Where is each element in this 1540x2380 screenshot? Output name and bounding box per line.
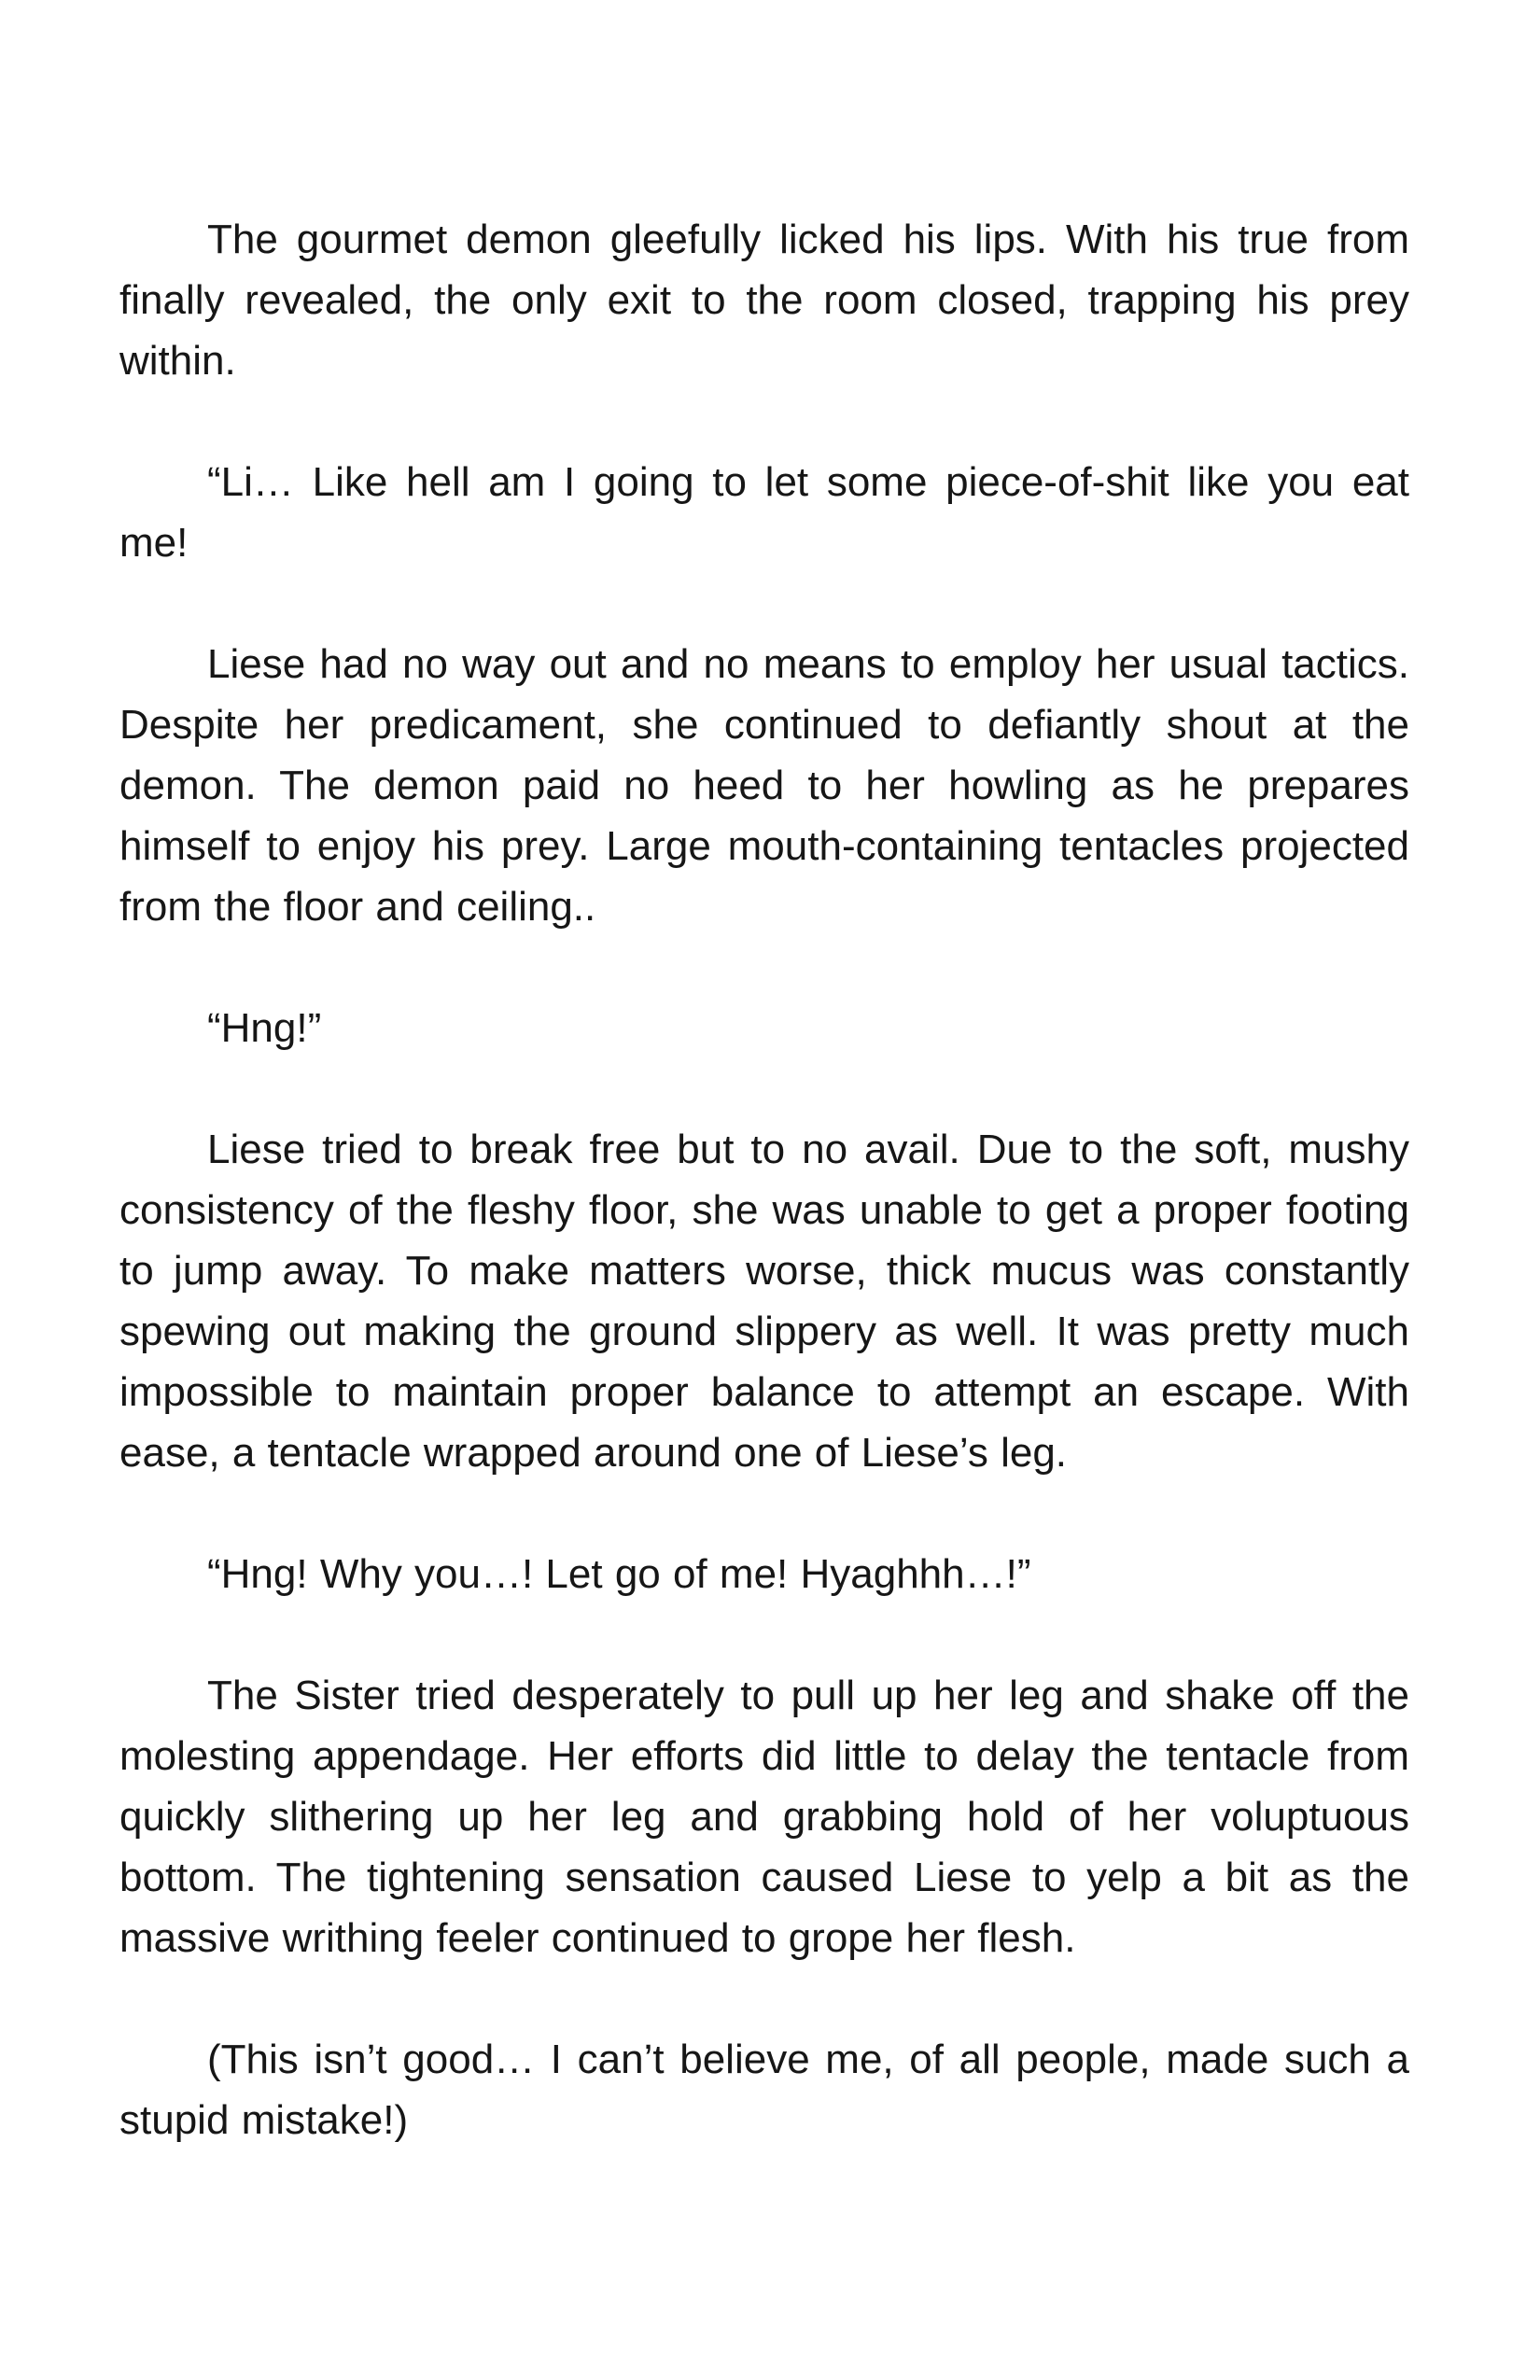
story-paragraph-dialogue: “Li… Like hell am I going to let some piece-of-shit like you eat me! [119,459,1409,566]
story-paragraph-thought: (This isn’t good… I can’t believe me, of all people, made such a stupid mistake!) [119,2037,1409,2143]
story-paragraph: The Sister tried desperately to pull up her leg and shake off the molesting appendage. Her efforts did little to delay the tentacle from quickly slithering up her leg and grabbing hold of her voluptuous bottom. The tightening sensation caused Liese to yelp a bit as the massive writhing feeler continued to grope her flesh. [119,1673,1409,1961]
story-paragraph-dialogue: “Hng!” [207,1005,322,1051]
story-paragraph: The gourmet demon gleefully licked his lips. With his true from finally revealed, the only exit to the room closed, trapping his prey within. [119,217,1409,384]
story-paragraph-dialogue: “Hng! Why you…! Let go of me! Hyaghhh…!” [207,1551,1031,1597]
story-text-column [119,209,1409,2150]
story-paragraph: Liese had no way out and no means to employ her usual tactics. Despite her predicament, she continued to defiantly shout at the demon. The demon paid no heed to her howling as he prepares himself to enjoy his prey. Large mouth-containing tentacles projected from the floor and ceiling.. [119,641,1409,930]
story-paragraph: Liese tried to break free but to no avail. Due to the soft, mushy consistency of the fleshy floor, she was unable to get a proper footing to jump away. To make matters worse, thick mucus was constantly spewing out making the ground slippery as well. It was pretty much impossible to maintain proper balance to attempt an escape. With ease, a tentacle wrapped around one of Liese’s leg. [119,1127,1409,1476]
